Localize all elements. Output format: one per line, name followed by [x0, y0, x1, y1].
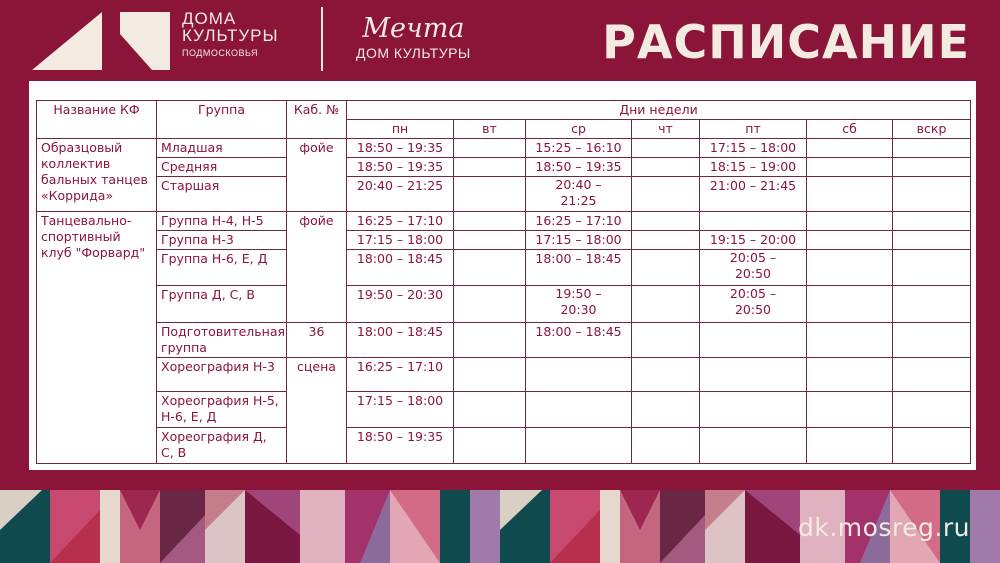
table-row — [37, 139, 971, 158]
time-tue — [454, 212, 526, 231]
schedule-panel — [29, 81, 976, 470]
time-sun — [893, 177, 971, 212]
time-fri: 19:15 – 20:00 — [700, 231, 807, 250]
time-tue — [454, 158, 526, 177]
time-wed — [526, 392, 632, 428]
time-sat — [807, 139, 893, 158]
time-tue — [454, 358, 526, 392]
time-wed: 18:00 – 18:45 — [526, 250, 632, 286]
time-tue — [454, 392, 526, 428]
time-thu — [632, 428, 700, 464]
day-tue: вт — [454, 120, 526, 139]
group-name: Хореография Н-5, Н-6, Е, Д — [157, 392, 287, 428]
time-sat — [807, 358, 893, 392]
group-name: Подготовительная группа — [157, 323, 287, 358]
time-tue — [454, 428, 526, 464]
time-tue — [454, 231, 526, 250]
time-thu — [632, 212, 700, 231]
time-fri — [700, 358, 807, 392]
brand-mechta — [356, 14, 471, 61]
time-sun — [893, 250, 971, 286]
time-thu — [632, 392, 700, 428]
time-thu — [632, 358, 700, 392]
room: фойе — [287, 139, 347, 212]
table-row — [37, 177, 971, 212]
time-thu — [632, 250, 700, 286]
time-wed: 20:40 – 21:25 — [526, 177, 632, 212]
venue-sub: ДОМ КУЛЬТУРЫ — [356, 45, 471, 61]
day-fri: пт — [700, 120, 807, 139]
time-mon: 16:25 – 17:10 — [347, 358, 454, 392]
days-header: Дни недели — [347, 101, 971, 120]
time-mon: 18:50 – 19:35 — [347, 139, 454, 158]
group-name: Средняя — [157, 158, 287, 177]
time-sun — [893, 158, 971, 177]
time-fri — [700, 428, 807, 464]
brand-line2: КУЛЬТУРЫ — [182, 26, 279, 45]
time-sun — [893, 323, 971, 358]
time-sat — [807, 323, 893, 358]
time-mon: 20:40 – 21:25 — [347, 177, 454, 212]
header-divider — [321, 7, 323, 71]
time-mon: 18:50 – 19:35 — [347, 158, 454, 177]
collective-name: Танцевально-спортивный клуб "Форвард" — [37, 212, 157, 464]
time-fri: 21:00 – 21:45 — [700, 177, 807, 212]
time-sat — [807, 158, 893, 177]
time-mon: 17:15 – 18:00 — [347, 231, 454, 250]
table-row — [37, 392, 971, 428]
time-sun — [893, 231, 971, 250]
table-row — [37, 358, 971, 392]
page-title: РАСПИСАНИЕ — [602, 15, 970, 69]
time-sat — [807, 212, 893, 231]
time-sat — [807, 428, 893, 464]
table-row — [37, 231, 971, 250]
day-wed: ср — [526, 120, 632, 139]
time-fri — [700, 392, 807, 428]
time-mon: 19:50 – 20:30 — [347, 286, 454, 323]
time-thu — [632, 177, 700, 212]
time-mon: 17:15 – 18:00 — [347, 392, 454, 428]
time-tue — [454, 139, 526, 158]
table-row — [37, 158, 971, 177]
brand-dk-podmoskovya — [182, 10, 312, 58]
table-row — [37, 323, 971, 358]
day-mon: пн — [347, 120, 454, 139]
time-fri — [700, 323, 807, 358]
time-wed: 19:50 – 20:30 — [526, 286, 632, 323]
time-fri: 18:15 – 19:00 — [700, 158, 807, 177]
day-sun: вскр — [893, 120, 971, 139]
time-wed: 15:25 – 16:10 — [526, 139, 632, 158]
site-url[interactable]: dk.mosreg.ru — [797, 513, 970, 542]
time-fri — [700, 212, 807, 231]
time-thu — [632, 158, 700, 177]
group-name: Старшая — [157, 177, 287, 212]
time-sat — [807, 177, 893, 212]
time-wed — [526, 428, 632, 464]
time-mon: 18:00 – 18:45 — [347, 250, 454, 286]
time-tue — [454, 177, 526, 212]
time-thu — [632, 231, 700, 250]
header-row-1 — [37, 101, 971, 120]
time-mon: 16:25 – 17:10 — [347, 212, 454, 231]
room: сцена — [287, 358, 347, 464]
collective-name: Образцовый коллектив бальных танцев «Коррида» — [37, 139, 157, 212]
time-sat — [807, 392, 893, 428]
group-name: Группа Д, С, В — [157, 286, 287, 323]
time-tue — [454, 323, 526, 358]
time-tue — [454, 250, 526, 286]
time-fri: 17:15 – 18:00 — [700, 139, 807, 158]
group-name: Группа Н-4, Н-5 — [157, 212, 287, 231]
time-sun — [893, 392, 971, 428]
time-fri: 20:05 – 20:50 — [700, 286, 807, 323]
group-name: Группа Н-3 — [157, 231, 287, 250]
schedule-table — [36, 100, 971, 464]
brand-line1: ДОМА — [182, 9, 237, 28]
time-sun — [893, 212, 971, 231]
header — [0, 0, 1000, 80]
table-row — [37, 250, 971, 286]
time-wed — [526, 358, 632, 392]
time-tue — [454, 286, 526, 323]
brand-region: ПОДМОСКОВЬЯ — [182, 48, 259, 58]
time-wed: 18:50 – 19:35 — [526, 158, 632, 177]
time-thu — [632, 323, 700, 358]
time-sun — [893, 286, 971, 323]
time-sat — [807, 250, 893, 286]
col-name-header: Название КФ — [37, 101, 157, 139]
room: фойе — [287, 212, 347, 323]
time-mon: 18:00 – 18:45 — [347, 323, 454, 358]
room: 36 — [287, 323, 347, 358]
time-sun — [893, 428, 971, 464]
time-wed: 16:25 – 17:10 — [526, 212, 632, 231]
time-sun — [893, 358, 971, 392]
group-name: Младшая — [157, 139, 287, 158]
group-name: Группа Н-6, Е, Д — [157, 250, 287, 286]
time-sat — [807, 231, 893, 250]
group-name: Хореография Н-3 — [157, 358, 287, 392]
venue-script: Мечта — [362, 13, 465, 44]
group-name: Хореография Д, С, В — [157, 428, 287, 464]
col-room-header: Каб. № — [287, 101, 347, 139]
time-sat — [807, 286, 893, 323]
table-row — [37, 286, 971, 323]
logo-block-icon — [120, 12, 170, 70]
time-sun — [893, 139, 971, 158]
table-row — [37, 428, 971, 464]
time-mon: 18:50 – 19:35 — [347, 428, 454, 464]
time-wed: 17:15 – 18:00 — [526, 231, 632, 250]
day-sat: сб — [807, 120, 893, 139]
time-fri: 20:05 – 20:50 — [700, 250, 807, 286]
day-thu: чт — [632, 120, 700, 139]
col-group-header: Группа — [157, 101, 287, 139]
time-thu — [632, 139, 700, 158]
time-wed: 18:00 – 18:45 — [526, 323, 632, 358]
time-thu — [632, 286, 700, 323]
logo-triangle-icon — [32, 12, 102, 70]
table-row — [37, 212, 971, 231]
